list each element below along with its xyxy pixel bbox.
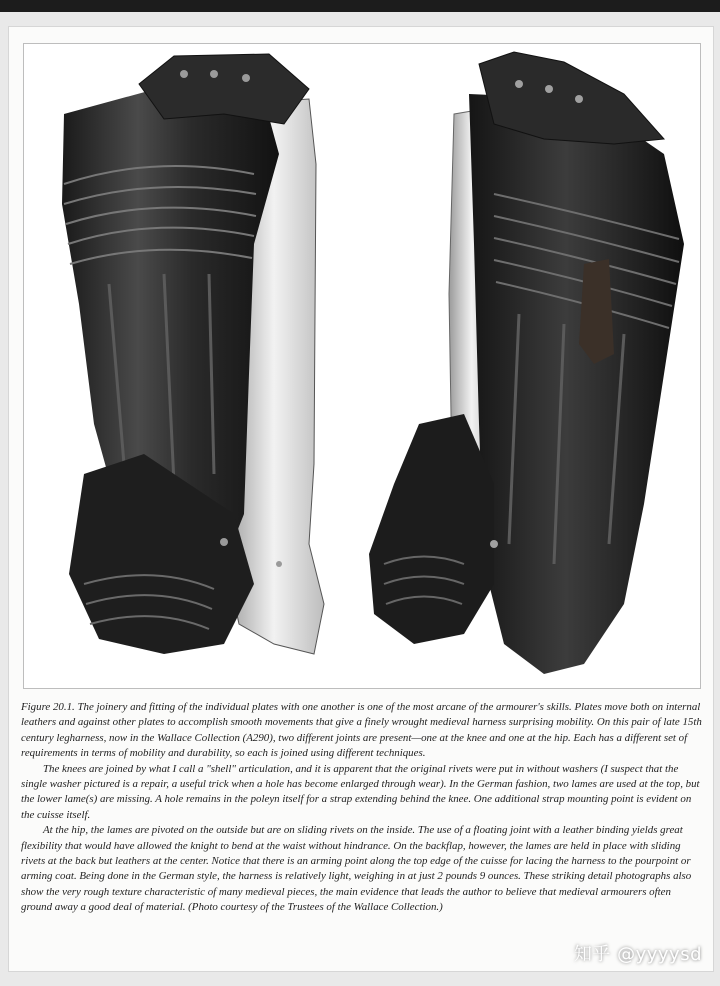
caption-paragraph-1 <box>21 700 703 762</box>
figure-caption <box>21 700 703 916</box>
armor-photograph <box>23 43 701 689</box>
caption-text-1: The joinery and fitting of the individual plates with one another is one of the most arcane of the armourer's skills. Plates move both on internal leathers and against other plates to accomplish smooth movements that give a finely wrought medieval harness surprising mobility. On this pair of late 15th century legharness, now in the Wallace Collection (A290), two different joints are present—one at the knee and one at the hip. Each has a different set of requirements in terms of mobility and durability, so each is joined using different techniques. <box>21 701 702 760</box>
left-legharness <box>62 54 324 654</box>
legharness-photo <box>24 44 700 688</box>
caption-lead: Figure 20.1. <box>21 701 75 713</box>
zhihu-watermark: 知乎 @yyyysd <box>573 944 702 965</box>
book-page <box>8 26 714 972</box>
caption-paragraph-3: At the hip, the lames are pivoted on the outside but are on sliding rivets on the inside. The use of a floating joint with a leather binding yields great flexibility that would have allowed the knight to bend at the waist without hindrance. On the backflap, however, the lames are held in place with sliding rivets at the back but leathers at the center. Notice that there is an arming point along the top edge of the cuisse for lacing the harness to the pourpoint or arming coat. Being done in the German style, the harness is relatively light, weighing in at just 2 pounds 9 ounces. These striking detail photographs also show the very rough texture characteristic of many medieval pieces, the main evidence that leads the author to believe that medieval armourers often ground away a good deal of material. (Photo courtesy of the Trustees of the Wallace Collection.) <box>21 824 692 914</box>
caption-paragraph-2: The knees are joined by what I call a "shell" articulation, and it is apparent that the original rivets were put in without washers (I suspect that the single washer pictured is a repair, a useful trick when a hole has become enlarged through wear). In the German fashion, two lames are used at the top, but the lower lame(s) are missing. A hole remains in the poleyn itself for a strap extending behind the knee. One additional strap mounting point is evident on the cuisse itself. <box>21 762 700 821</box>
status-strip <box>0 0 720 12</box>
right-legharness <box>369 52 684 674</box>
